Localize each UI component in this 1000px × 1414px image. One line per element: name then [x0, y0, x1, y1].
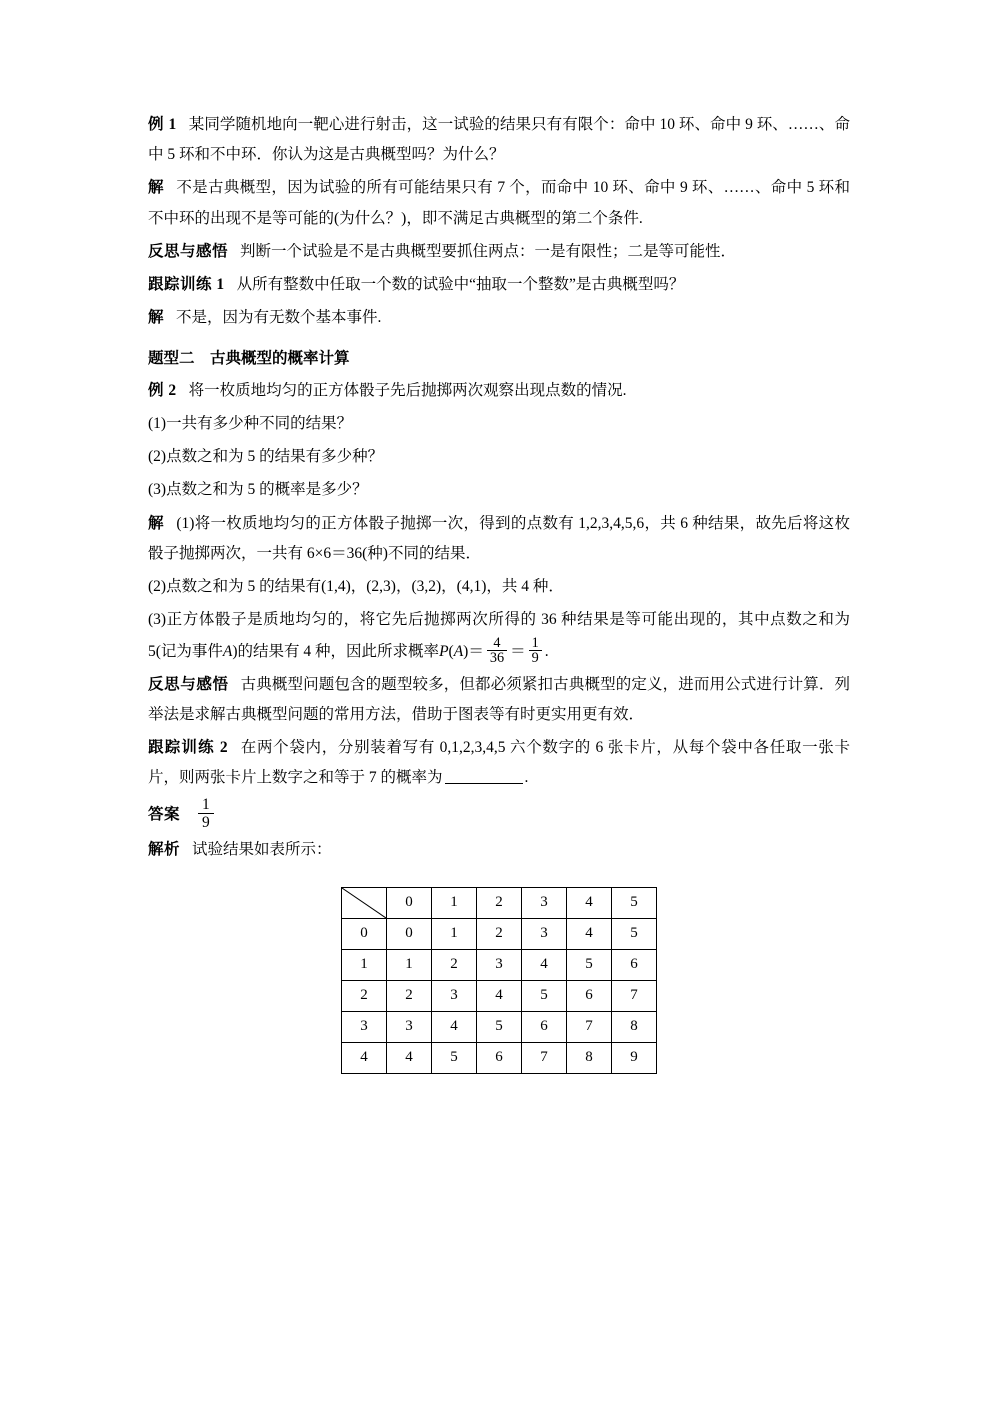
fraction-4-36 [487, 636, 507, 667]
table-cell: 5 [612, 918, 657, 949]
table-corner-cell [342, 887, 387, 918]
followup-1-paragraph [148, 270, 850, 300]
example-2-text: 将一枚质地均匀的正方体骰子先后抛掷两次观察出现点数的情况. [188, 381, 627, 399]
table-row [342, 1011, 657, 1042]
probability-symbol: P [439, 642, 449, 660]
table-col-header: 0 [387, 887, 432, 918]
fraction-1-9 [529, 636, 542, 667]
reflection-2-label: 反思与感悟 [148, 675, 229, 693]
example-1-solution-label: 解 [148, 179, 165, 197]
table-header-row [342, 887, 657, 918]
table-cell: 4 [432, 1011, 477, 1042]
table-cell: 9 [612, 1042, 657, 1073]
table-cell: 0 [387, 918, 432, 949]
table-row-header: 1 [342, 949, 387, 980]
example-2-solution-text-3b: )的结果有 4 种，因此所求概率 [232, 642, 440, 660]
example-2-solution-text-1: (1)将一枚质地均匀的正方体骰子抛掷一次，得到的点数有 1,2,3,4,5,6，共 6 种结果，故先后将这枚骰子抛掷两次，一共有 6×6＝36(种)不同的结果． [148, 514, 850, 562]
example-2-solution-part3 [148, 605, 850, 666]
event-symbol: A [222, 642, 233, 660]
answer-blank [445, 783, 523, 784]
table-cell: 6 [522, 1011, 567, 1042]
table-row [342, 918, 657, 949]
analysis-label: 解析 [148, 840, 181, 858]
fraction-denominator: 36 [489, 650, 505, 667]
table-cell: 5 [432, 1042, 477, 1073]
example-2-solution-label: 解 [148, 514, 165, 532]
section-heading: 题型二 古典概型的概率计算 [148, 349, 350, 367]
fraction-denominator: 9 [531, 650, 539, 667]
example-1-text: 某同学随机地向一靶心进行射击，这一试验的结果只有有限个：命中 10 环、命中 9 环、……、命中 5 环和不中环．你认为这是古典概型吗？为什么？ [148, 116, 850, 164]
period-mark: . [544, 642, 549, 660]
followup-2-paragraph [148, 733, 850, 793]
fraction-numerator: 1 [198, 796, 214, 814]
followup-2-label: 跟踪训练 2 [148, 739, 229, 756]
example-2-solution-part2: (2)点数之和为 5 的结果有(1,4)，(2,3)，(3,2)，(4,1)，共 4 种． [148, 578, 564, 596]
example-2-solution-part1 [148, 509, 850, 569]
reflection-1-text: 判断一个试验是不是古典概型要抓住两点：一是有限性；二是等可能性． [240, 242, 737, 260]
example-2-question-3: (3)点数之和为 5 的概率是多少？ [148, 481, 368, 499]
table-cell: 7 [612, 980, 657, 1011]
table-cell: 4 [477, 980, 522, 1011]
table-col-header: 3 [522, 887, 567, 918]
table-row [342, 1042, 657, 1073]
table-row [342, 980, 657, 1011]
table-cell: 1 [387, 949, 432, 980]
answer-label: 答案 [148, 805, 181, 823]
table-col-header: 5 [612, 887, 657, 918]
table-cell: 2 [432, 949, 477, 980]
table-cell: 8 [612, 1011, 657, 1042]
table-cell: 3 [432, 980, 477, 1011]
reflection-2-text: 古典概型问题包含的题型较多，但都必须紧扣古典概型的定义，进而用公式进行计算．列举法是求解古典概型问题的常用方法，借助于图表等有时更实用更有效． [148, 675, 850, 723]
reflection-1-paragraph [148, 237, 850, 267]
diagonal-line-icon [342, 888, 386, 918]
analysis-text: 试验结果如表所示： [192, 840, 332, 858]
example-2-label: 例 2 [148, 381, 177, 399]
table-cell: 6 [612, 949, 657, 980]
example-2-question-1: (1)一共有多少种不同的结果？ [148, 414, 353, 432]
table-cell: 3 [477, 949, 522, 980]
equals-sign-2: ＝ [510, 642, 526, 660]
reflection-1-label: 反思与感悟 [148, 242, 229, 260]
followup-2-text-end: . [524, 769, 529, 787]
followup-1-solution-label: 解 [148, 309, 165, 327]
followup-1-solution-paragraph [148, 303, 850, 333]
table-col-header: 2 [477, 887, 522, 918]
table-cell: 3 [522, 918, 567, 949]
answer-paragraph [148, 796, 850, 831]
fraction-numerator: 4 [487, 636, 507, 652]
table-cell: 7 [567, 1011, 612, 1042]
table-cell: 8 [567, 1042, 612, 1073]
reflection-2-paragraph [148, 670, 850, 730]
table-cell: 3 [387, 1011, 432, 1042]
table-cell: 2 [387, 980, 432, 1011]
table-row [342, 949, 657, 980]
equals-sign-1: ＝ [468, 642, 484, 660]
followup-1-solution-text: 不是，因为有无数个基本事件. [176, 309, 382, 327]
table-cell: 7 [522, 1042, 567, 1073]
table-cell: 2 [477, 918, 522, 949]
table-cell: 5 [567, 949, 612, 980]
fraction-numerator: 1 [529, 636, 542, 652]
table-row-header: 3 [342, 1011, 387, 1042]
example-1-solution-paragraph [148, 173, 850, 233]
followup-2-text: 在两个袋内，分别装着写有 0,1,2,3,4,5 六个数字的 6 张卡片，从每个袋中各任取一张卡片，则两张卡片上数字之和等于 7 的概率为 [148, 739, 850, 787]
results-table-wrapper [148, 887, 850, 1074]
fraction-denominator: 9 [202, 814, 210, 832]
probability-argument: (A) [448, 642, 469, 660]
table-col-header: 4 [567, 887, 612, 918]
example-2-solution-text-3a: (3)正方体骰子是质地均匀的，将它先后抛掷两次所得的 36 种结果是等可能出现的，其中点数之和为 5(记为事件 [148, 611, 850, 660]
table-row-header: 4 [342, 1042, 387, 1073]
results-table [341, 887, 657, 1074]
table-row-header: 2 [342, 980, 387, 1011]
table-row-header: 0 [342, 918, 387, 949]
table-cell: 5 [522, 980, 567, 1011]
table-cell: 6 [477, 1042, 522, 1073]
analysis-paragraph [148, 835, 850, 865]
table-cell: 4 [567, 918, 612, 949]
followup-1-text: 从所有整数中任取一个数的试验中“抽取一个整数”是古典概型吗？ [236, 276, 685, 294]
followup-1-label: 跟踪训练 1 [148, 276, 225, 294]
example-1-solution-text: 不是古典概型，因为试验的所有可能结果只有 7 个，而命中 10 环、命中 9 环、……、命中 5 环和不中环的出现不是等可能的(为什么？)，即不满足古典概型的第二个条件. [148, 179, 850, 227]
table-cell: 1 [432, 918, 477, 949]
example-1-paragraph [148, 110, 850, 170]
table-cell: 4 [387, 1042, 432, 1073]
answer-fraction [198, 796, 214, 831]
table-col-header: 1 [432, 887, 477, 918]
table-cell: 6 [567, 980, 612, 1011]
example-1-label: 例 1 [148, 116, 177, 133]
table-cell: 5 [477, 1011, 522, 1042]
table-cell: 4 [522, 949, 567, 980]
example-2-paragraph [148, 376, 850, 406]
example-2-question-2: (2)点数之和为 5 的结果有多少种？ [148, 448, 384, 466]
